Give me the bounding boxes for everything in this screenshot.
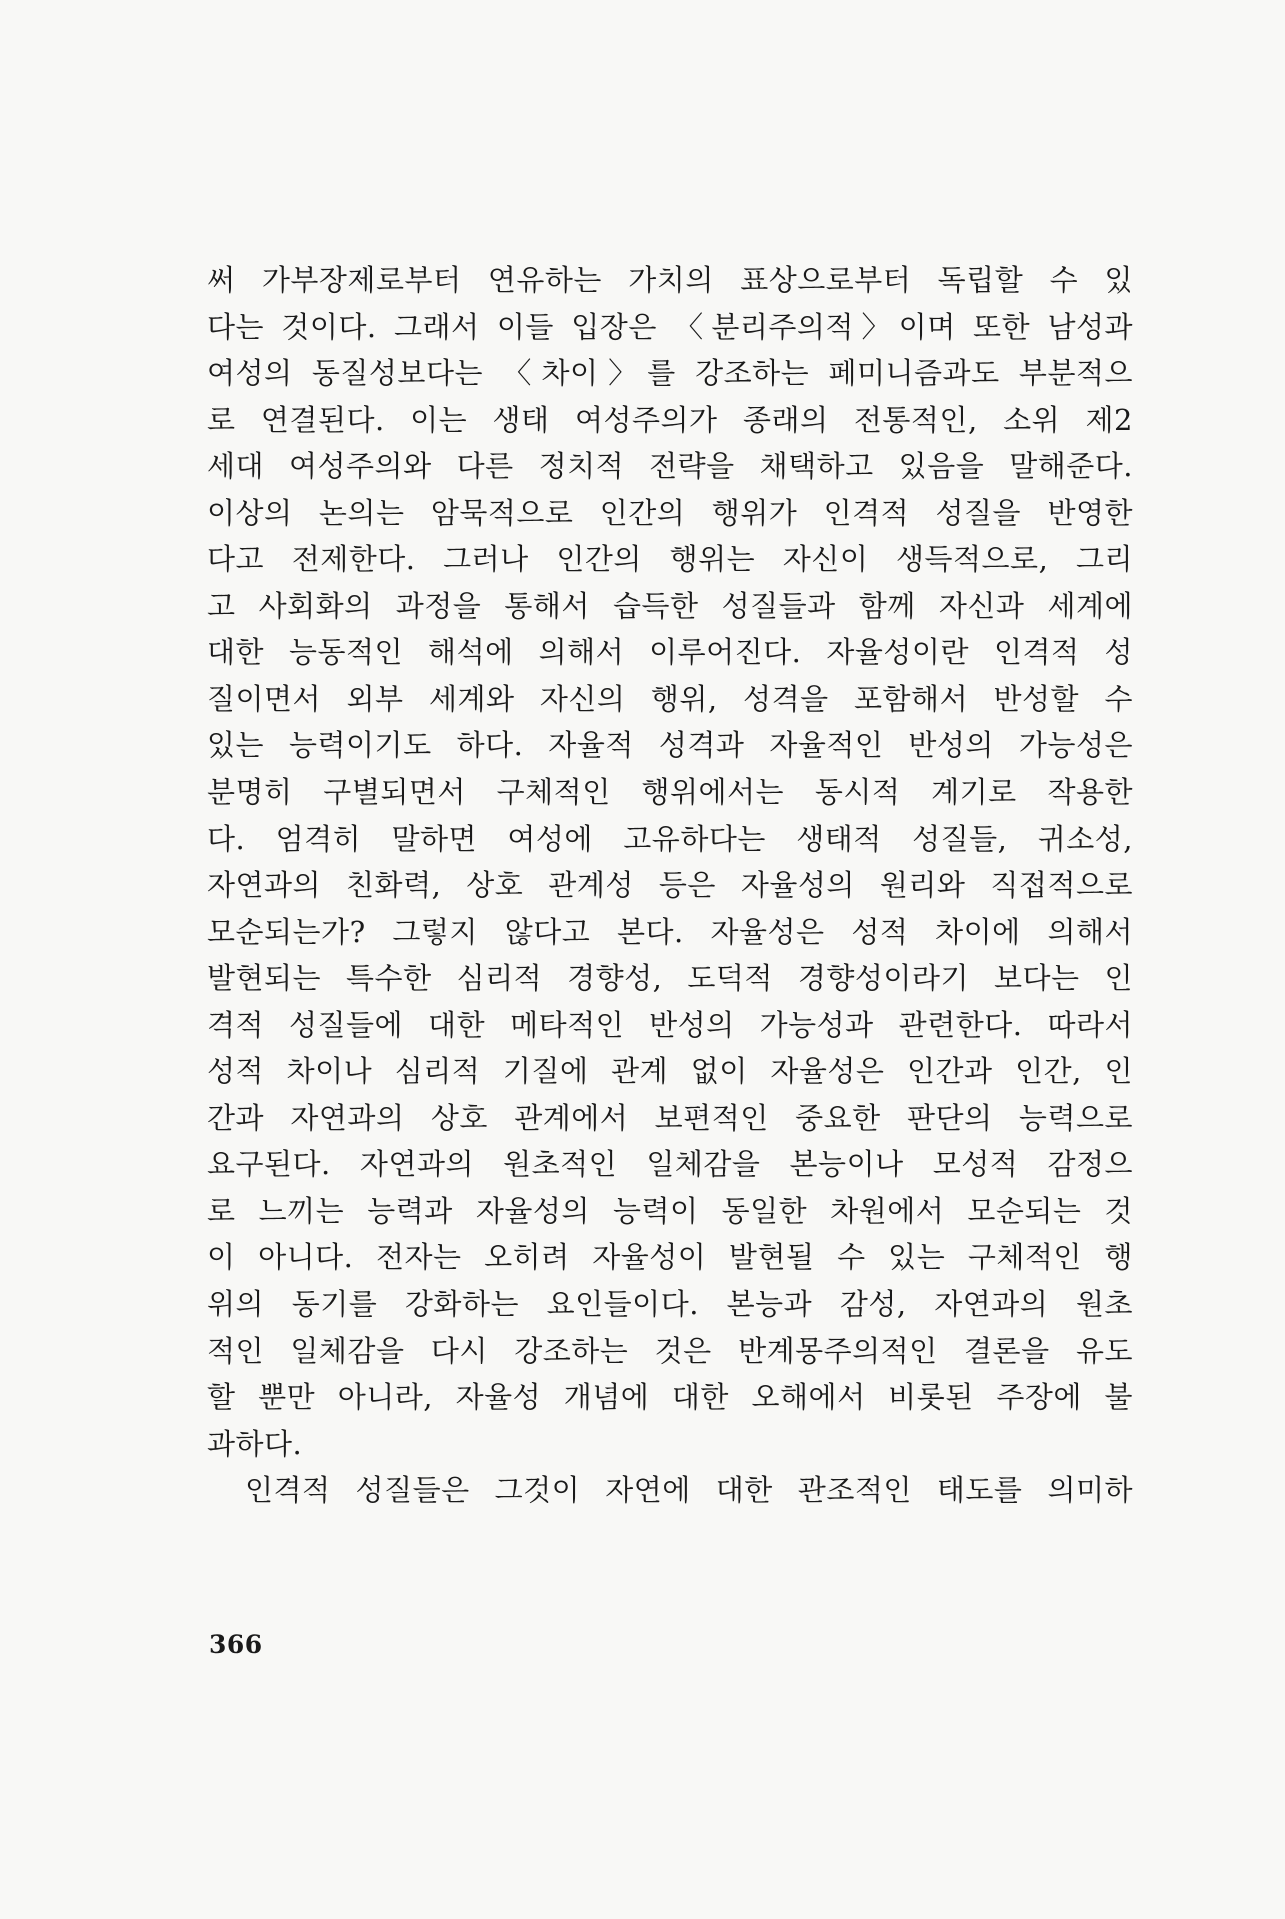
- text-line: 자연과의 친화력, 상호 관계성 등은 자율성의 원리와 직접적으로: [207, 868, 1133, 903]
- text-line: 적인 일체감을 다시 강조하는 것은 반계몽주의적인 결론을 유도: [207, 1333, 1133, 1368]
- text-line: 격적 성질들에 대한 메타적인 반성의 가능성과 관련한다. 따라서: [207, 1007, 1133, 1042]
- page-number: 366: [209, 1630, 263, 1659]
- paragraph-start-line: 인격적 성질들은 그것이 자연에 대한 관조적인 태도를 의미하: [245, 1473, 1133, 1508]
- text-line: 다고 전제한다. 그러나 인간의 행위는 자신이 생득적으로, 그리: [207, 542, 1133, 577]
- text-line: 써 가부장제로부터 연유하는 가치의 표상으로부터 독립할 수 있: [207, 263, 1133, 297]
- text-line: 있는 능력이기도 하다. 자율적 성격과 자율적인 반성의 가능성은: [207, 728, 1133, 763]
- text-line: 고 사회화의 과정을 통해서 습득한 성질들과 함께 자신과 세계에: [207, 588, 1133, 623]
- text-line: 요구된다. 자연과의 원초적인 일체감을 본능이나 모성적 감정으: [207, 1147, 1133, 1182]
- text-line: 로 연결된다. 이는 생태 여성주의가 종래의 전통적인, 소위 제2: [207, 402, 1133, 437]
- text-line: 과하다.: [207, 1426, 303, 1461]
- text-line: 로 느끼는 능력과 자율성의 능력이 동일한 차원에서 모순되는 것: [207, 1193, 1133, 1228]
- text-line: 발현되는 특수한 심리적 경향성, 도덕적 경향성이라기 보다는 인: [207, 961, 1133, 996]
- text-line: 이상의 논의는 암묵적으로 인간의 행위가 인격적 성질을 반영한: [207, 495, 1133, 530]
- text-line: 이 아니다. 전자는 오히려 자율성이 발현될 수 있는 구체적인 행: [207, 1240, 1133, 1275]
- text-line: 할 뿐만 아니라, 자율성 개념에 대한 오해에서 비롯된 주장에 불: [207, 1380, 1133, 1415]
- text-line: 대한 능동적인 해석에 의해서 이루어진다. 자율성이란 인격적 성: [207, 635, 1133, 670]
- text-line: 분명히 구별되면서 구체적인 행위에서는 동시적 계기로 작용한: [207, 775, 1133, 810]
- text-line: 여성의 동질성보다는 〈차이〉를 강조하는 페미니즘과도 부분적으: [207, 356, 1133, 391]
- text-line: 모순되는가? 그렇지 않다고 본다. 자율성은 성적 차이에 의해서: [207, 914, 1133, 949]
- text-line: 성적 차이나 심리적 기질에 관계 없이 자율성은 인간과 인간, 인: [207, 1054, 1133, 1089]
- body-text: [207, 257, 1133, 1514]
- text-line: 세대 여성주의와 다른 정치적 전략을 채택하고 있음을 말해준다.: [207, 449, 1133, 484]
- text-line: 다는 것이다. 그래서 이들 입장은 〈분리주의적〉이며 또한 남성과: [207, 309, 1133, 344]
- text-line: 다. 엄격히 말하면 여성에 고유하다는 생태적 성질들, 귀소성,: [207, 821, 1133, 856]
- text-line: 질이면서 외부 세계와 자신의 행위, 성격을 포함해서 반성할 수: [207, 681, 1133, 716]
- text-line: 간과 자연과의 상호 관계에서 보편적인 중요한 판단의 능력으로: [207, 1100, 1133, 1135]
- text-line: 위의 동기를 강화하는 요인들이다. 본능과 감성, 자연과의 원초: [207, 1287, 1133, 1322]
